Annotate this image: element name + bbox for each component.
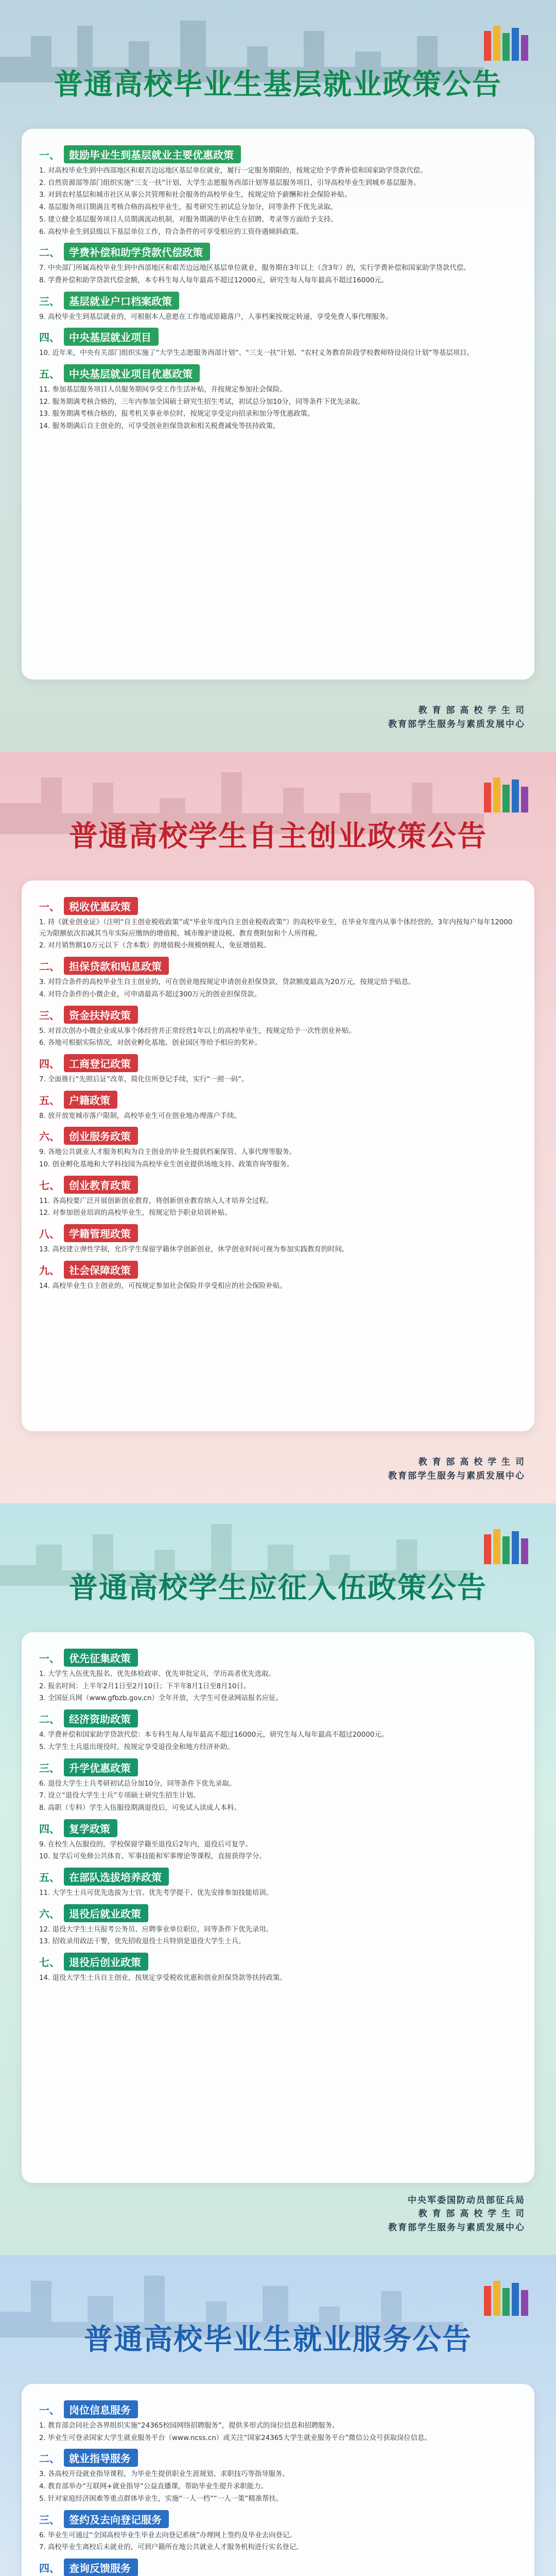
issuer-footer (388, 704, 525, 731)
books-icon (479, 772, 535, 814)
section-heading (39, 1224, 517, 1242)
issuer-line: 教 育 部 高 校 学 生 司 (418, 2209, 525, 2219)
section-number: 三、 (39, 1761, 60, 1774)
section-title: 复学政策 (64, 1819, 117, 1837)
section-title: 担保贷款和贴息政策 (64, 957, 169, 975)
section-title: 中央基层就业项目 (64, 328, 159, 346)
policy-item: 2. 报名时间：上半年2月1日至2月10日；下半年8月1日至8月10日。 (39, 1682, 251, 1690)
section-title: 升学优惠政策 (64, 1758, 138, 1776)
policy-item: 9. 各地公共就业人才服务机构为自主创业的毕业生提供档案保管、人事代理等服务。 (39, 1148, 297, 1157)
section-heading (39, 957, 517, 975)
policy-item: 11. 参加基层服务项目人员服务期间享受工作生活补贴，并按规定参加社会保险。 (39, 386, 287, 394)
section-number: 四、 (39, 1822, 60, 1835)
section-heading (39, 243, 517, 261)
section-heading (39, 897, 517, 915)
section-heading (39, 1006, 517, 1024)
section-number: 五、 (39, 368, 60, 381)
issuer-line: 教 育 部 高 校 学 生 司 (418, 705, 525, 716)
policy-item: 8. 学费补偿和助学贷款代偿金额，本专科生每人每年最高不超过12000元，研究生每人每年最高不超过16000元。 (39, 276, 389, 284)
section-number: 一、 (39, 901, 60, 913)
section-heading (39, 1127, 517, 1145)
policy-item: 1. 持《就业创业证》（注明“自主创业税收政策”或“毕业年度内自主创业税收政策”）的高校毕业生，在毕业年度内从事个体经营的，3年内按每户每年12000元为限额依次扣减其当年实际应缴纳的增值税、城市维护建设税、教育费附加和个人所得税。 (39, 919, 513, 938)
policy-item: 14. 服务期满后自主创业的，可享受创业担保贷款和相关税费减免等扶持政策。 (39, 422, 280, 431)
section-number: 四、 (39, 1057, 60, 1070)
section-number: 七、 (39, 1179, 60, 1192)
policy-item: 6. 高校毕业生到县级以下基层单位工作，符合条件的可享受相应的工资待遇倾斜政策。 (39, 228, 303, 236)
section-heading (39, 328, 517, 346)
policy-item: 13. 高校建立弹性学制，允许学生保留学籍休学创新创业，休学创业时间可视为参加实践教育的时间。 (39, 1246, 349, 1254)
content-card (22, 880, 534, 1431)
policy-item: 13. 招收录用政法干警，优先招收退役士兵特别是退役大学生士兵。 (39, 1938, 246, 1946)
issuer-line: 中央军委国防动员部征兵局 (408, 2195, 525, 2206)
section-number: 三、 (39, 295, 60, 308)
section-heading (39, 1709, 517, 1727)
section-number: 八、 (39, 1228, 60, 1241)
section-number: 二、 (39, 1713, 60, 1726)
policy-item: 7. 中央部门所属高校毕业生到中西部地区和艰苦边远地区基层单位就业，服务期在3年以上（含3年）的，实行学费补偿和国家助学贷款代偿。 (39, 264, 471, 273)
policy-item: 2. 自然资源部等部门组织实施“三支一扶”计划、大学生志愿服务西部计划等基层服务项目，引导高校毕业生到城乡基层服务。 (39, 179, 421, 187)
section-number: 六、 (39, 1130, 60, 1143)
policy-item: 10. 创业孵化基地和大学科技园为高校毕业生创业提供场地支持、政策咨询等服务。 (39, 1161, 294, 1169)
section-heading (39, 364, 517, 382)
poster-employment-service (0, 2255, 556, 2576)
section-title: 社会保障政策 (64, 1261, 138, 1279)
section-number: 七、 (39, 1956, 60, 1969)
section-title: 学籍管理政策 (64, 1224, 138, 1242)
content-card (22, 129, 534, 680)
section-number: 一、 (39, 149, 60, 161)
section-heading (39, 2510, 517, 2528)
policy-item: 2. 对月销售额10万元以下（含本数）的增值税小规模纳税人，免征增值税。 (39, 942, 271, 950)
section-heading (39, 1176, 517, 1194)
policy-item: 3. 对符合条件的高校毕业生自主创业的，可在创业地按规定申请创业担保贷款，贷款额度最高为20万元，按规定给予贴息。 (39, 978, 415, 987)
policy-item: 10. 近年来，中央有关部门组织实施了“大学生志愿服务西部计划”、“三支一扶”计划、“农村义务教育阶段学校教师特设岗位计划”等基层项目。 (39, 349, 474, 358)
issuer-footer (388, 2194, 525, 2234)
section-heading (39, 2558, 517, 2576)
section-title: 税收优惠政策 (64, 897, 138, 915)
poster-title: 普通高校毕业生基层就业政策公告 (54, 67, 502, 101)
policy-item: 9. 在校生入伍服役的，学校保留学籍至退役后2年内，退役后可复学。 (39, 1840, 252, 1849)
section-number: 二、 (39, 246, 60, 259)
section-title: 经济资助政策 (64, 1709, 138, 1727)
issuer-footer (388, 1455, 525, 1483)
poster-title: 普通高校学生自主创业政策公告 (69, 819, 487, 853)
section-number: 三、 (39, 2513, 60, 2526)
section-heading (39, 1649, 517, 1667)
section-title: 优先征集政策 (64, 1649, 138, 1667)
poster-title: 普通高校毕业生就业服务公告 (84, 2323, 472, 2357)
section-number: 一、 (39, 2404, 60, 2416)
policy-item: 14. 退役大学生士兵自主创业，按规定享受税收优惠和创业担保贷款等扶持政策。 (39, 1974, 287, 1982)
policy-item: 1. 教育部会同社会各界组织实施“24365校园网络招聘服务”，提供多形式的岗位信息和招聘服务。 (39, 2422, 339, 2430)
policy-item: 12. 服务期满考核合格的，三年内参加全国硕士研究生招生考试，初试总分加10分，同等条件下优先录取。 (39, 398, 364, 406)
policy-item: 6. 各地可根据实际情况，对创业孵化基地、创业园区等给予相应的奖补。 (39, 1039, 262, 1047)
policy-item: 1. 对高校毕业生到中西部地区和艰苦边远地区基层单位就业，履行一定服务期限的，按规定给予学费补偿和国家助学贷款代偿。 (39, 167, 427, 175)
section-heading (39, 1953, 517, 1971)
section-title: 资金扶持政策 (64, 1006, 138, 1024)
section-title: 工商登记政策 (64, 1054, 138, 1072)
section-number: 二、 (39, 2452, 60, 2465)
content-card (22, 1632, 534, 2183)
section-title: 签约及去向登记服务 (64, 2510, 169, 2528)
policy-item: 11. 各高校要广泛开展创新创业教育，将创新创业教育纳入人才培养全过程。 (39, 1197, 273, 1205)
policy-item: 6. 退役大学生士兵考研初试总分加10分，同等条件下优先录取。 (39, 1780, 236, 1788)
section-title: 学费补偿和助学贷款代偿政策 (64, 243, 210, 261)
poster-entrepreneurship (0, 752, 556, 1503)
section-title: 就业指导服务 (64, 2449, 138, 2467)
section-heading (39, 1261, 517, 1279)
policy-item: 4. 教育部举办“互联网+就业指导”公益直播课，帮助毕业生提升求职能力。 (39, 2483, 268, 2491)
section-number: 二、 (39, 960, 60, 973)
policy-item: 7. 设立“退役大学生士兵”专项硕士研究生招生计划。 (39, 1792, 200, 1800)
issuer-line: 教育部学生服务与素质发展中心 (388, 1470, 525, 1481)
section-title: 创业服务政策 (64, 1127, 138, 1145)
policy-item: 5. 建立健全基层服务项目人员期满流动机制，对服务期满的毕业生在招聘、考录等方面给予支持。 (39, 215, 338, 224)
policy-item: 12. 对参加创业培训的高校毕业生，按规定给予职业培训补贴。 (39, 1209, 232, 1217)
policy-item: 3. 各高校开设就业指导课程，为毕业生提供职业生涯规划、求职技巧等指导服务。 (39, 2470, 289, 2479)
policy-item: 4. 对符合条件的小微企业，可申请最高不超过300万元的创业担保贷款。 (39, 990, 261, 998)
section-number: 六、 (39, 1907, 60, 1920)
policy-item: 4. 基层服务项目期满且考核合格的高校毕业生，报考研究生初试总分加分，同等条件下优先录取。 (39, 204, 338, 212)
section-number: 四、 (39, 331, 60, 344)
policy-item: 1. 大学生入伍优先报名、优先体检政审、优先审批定兵，学历高者优先选取。 (39, 1670, 275, 1678)
policy-item: 3. 全国征兵网（www.gfbzb.gov.cn）全年开放，大学生可登录网站报名应征。 (39, 1694, 283, 1703)
policy-item: 4. 学费补偿和国家助学贷款代偿：本专科生每人每年最高不超过16000元，研究生每人每年最高不超过20000元。 (39, 1731, 389, 1739)
poster-title: 普通高校学生应征入伍政策公告 (69, 1571, 487, 1605)
policy-item: 2. 毕业生可登录国家大学生就业服务平台（www.ncss.cn）或关注“国家24365大学生就业服务平台”微信公众号获取岗位信息。 (39, 2434, 431, 2442)
issuer-line: 教 育 部 高 校 学 生 司 (418, 1457, 525, 1468)
section-number: 九、 (39, 1264, 60, 1277)
section-title: 在部队选拔培养政策 (64, 1868, 169, 1886)
section-heading (39, 145, 517, 163)
section-title: 退役后创业政策 (64, 1953, 148, 1971)
policy-item: 3. 对到农村基层和城市社区从事公共管理和社会服务的高校毕业生，按规定给予薪酬和社会保险补贴。 (39, 191, 352, 199)
section-heading (39, 1868, 517, 1886)
books-icon (479, 1524, 535, 1565)
section-title: 退役后就业政策 (64, 1904, 148, 1922)
section-title: 户籍政策 (64, 1091, 117, 1109)
section-number: 四、 (39, 2562, 60, 2574)
content-card (22, 2384, 534, 2576)
policy-item: 9. 高校毕业生到基层就业的，可根据本人意愿在工作地或原籍落户，人事档案按规定转递，享受免费人事代理服务。 (39, 313, 393, 321)
section-title: 岗位信息服务 (64, 2400, 138, 2418)
section-title: 查询反馈服务 (64, 2558, 138, 2576)
section-heading (39, 1904, 517, 1922)
section-heading (39, 1054, 517, 1072)
section-number: 三、 (39, 1009, 60, 1022)
books-icon (479, 21, 535, 62)
section-title: 基层就业户口档案政策 (64, 292, 179, 310)
policy-item: 5. 大学生士兵退出现役时，按规定享受退役金和地方经济补助。 (39, 1743, 234, 1751)
section-heading (39, 2449, 517, 2467)
section-heading (39, 1091, 517, 1109)
policy-item: 8. 放开放宽城市落户限制，高校毕业生可在创业地办理落户手续。 (39, 1112, 241, 1120)
policy-item: 8. 高职（专科）学生入伍服役期满退役后，可免试入读成人本科。 (39, 1804, 241, 1812)
section-number: 五、 (39, 1871, 60, 1884)
section-heading (39, 1758, 517, 1776)
policy-item: 5. 针对家庭经济困难等重点群体毕业生，实施“一人一档”“一人一策”精准帮扶。 (39, 2495, 283, 2503)
policy-item: 13. 服务期满考核合格的，报考机关事业单位时，按规定享受定向招录和加分等优惠政策。 (39, 410, 315, 418)
section-heading (39, 2400, 517, 2418)
policy-item: 5. 对首次创办小微企业或从事个体经营并正常经营1年以上的高校毕业生，按规定给予一次性创业补贴。 (39, 1027, 356, 1035)
section-title: 中央基层就业项目优惠政策 (64, 364, 200, 382)
policy-item: 7. 全面推行“先照后证”改革，简化住所登记手续，实行“一照一码”。 (39, 1075, 249, 1083)
issuer-line: 教育部学生服务与素质发展中心 (388, 719, 525, 730)
policy-item: 12. 退役大学生士兵报考公务员、应聘事业单位职位，同等条件下优先录用。 (39, 1925, 273, 1934)
policy-item: 7. 高校毕业生离校后未就业的，可到户籍所在地公共就业人才服务机构进行实名登记。 (39, 2544, 303, 2552)
books-icon (479, 2276, 535, 2317)
poster-basic-employment (0, 0, 556, 752)
section-heading (39, 292, 517, 310)
section-number: 五、 (39, 1094, 60, 1107)
poster-enlistment (0, 1503, 556, 2255)
policy-item: 6. 毕业生可通过“全国高校毕业生毕业去向登记系统”办理网上签约及毕业去向登记。 (39, 2531, 297, 2539)
issuer-line: 教育部学生服务与素质发展中心 (388, 2222, 525, 2233)
section-heading (39, 1819, 517, 1837)
section-title: 鼓励毕业生到基层就业主要优惠政策 (64, 145, 241, 163)
policy-item: 10. 复学后可免修公共体育、军事技能和军事理论等课程，直接获得学分。 (39, 1853, 266, 1861)
section-title: 创业教育政策 (64, 1176, 138, 1194)
policy-item: 14. 高校毕业生自主创业的，可按规定参加社会保险并享受相应的社会保险补贴。 (39, 1282, 287, 1290)
policy-item: 11. 大学生士兵可优先选拔为士官、优先考学提干、优先安排参加技能培训。 (39, 1889, 273, 1897)
section-number: 一、 (39, 1652, 60, 1665)
